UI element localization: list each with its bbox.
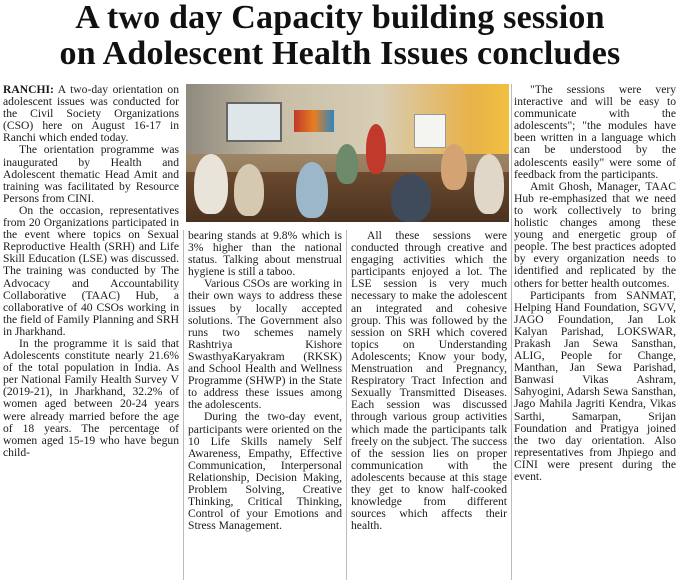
headline-line-2: on Adolescent Health Issues concludes <box>59 35 621 72</box>
paragraph: bearing stands at 9.8% which is 3% higher than the national status. Talking about menstrual hygiene is still a taboo. <box>188 229 342 279</box>
paragraph: In the programme it is said that Adolescents constitute nearly 21.6% of the total population in India. As per National Family Health Survey V (2019-21), in Jharkhand, 32.2% of women aged between 20-24 years were already married before the age of 18 years. The percentage of women aged 15-19 who have begun child- <box>3 336 179 459</box>
headline <box>0 0 680 72</box>
paragraph: Various CSOs are working in their own ways to address these issues by locally accepted solutions. The Government also runs two schemes namely Rashtriya Kishore SwasthyaKaryakram (RKSK) and School Health and Wellness Programme (SHWP) in the State to address these issues among the adolescents. <box>188 277 342 412</box>
column-divider <box>183 230 184 580</box>
paragraph: On the occasion, representatives from 20 Organizations participated in the event where topics on Sexual Reproductive Health (SRH) and Life Skill Education (LSE) was discussed. The training was conducted by The Advocacy and Accountability Collaborative (TAAC) Hub, a collaborative of 40 CSOs working in the field of Family Planning and SRH in Jharkhand. <box>3 203 179 338</box>
column-4 <box>514 84 676 483</box>
projector-screen <box>226 102 282 142</box>
paragraph: Amit Ghosh, Manager, TAAC Hub re-emphasized that we need to work collectively to bring holistic changes among these young and energetic group of people. The best practices adopted by every organization needs to identified and replicated by the others for better health outcomes. <box>514 179 676 290</box>
column-1 <box>3 84 179 459</box>
column-divider <box>346 230 347 580</box>
paragraph: Participants from SANMAT, Helping Hand Foundation, SGVV, JAGO Foundation, Jan Lok Kalyan Parishad, LOKSWAR, Prakash Jan Sewa Sansthan, ALIG, People for Change, Manthan, Jan Sewa Parishad, Banwasi Vikas Ashram, Sahyogini, Adarsh Sewa Sansthan, Jago Mahila Jagriti Kendra, Vikas Sarthi, Samarpan, Srijan Foundation and Pratigya joined the two day orientation. Also representatives from Jhpiego and CINI were present during the event. <box>514 288 676 483</box>
paragraph: The orientation programme was inaugurated by Health and Adolescent thematic Head Amit and training was facilitated by Resource Persons from CINI. <box>3 143 179 205</box>
participant-figure <box>441 144 467 190</box>
column-3 <box>351 230 507 532</box>
paragraph: "The sessions were very interactive and will be easy to communicate with the adolescents"; "the modules have been written in a language which can be understood by the adolescents easily" were some of feedback from the participants. <box>514 83 676 181</box>
photo-banner <box>294 110 334 132</box>
headline-line-1: A two day Capacity building session <box>75 0 605 36</box>
flip-board <box>414 114 446 148</box>
participant-figure <box>234 164 264 216</box>
participant-figure <box>391 174 431 222</box>
paragraph <box>3 84 179 144</box>
participant-figure <box>296 162 328 218</box>
paragraph: During the two-day event, participants were oriented on the 10 Life Skills namely Self Awareness, Empathy, Effective Communication, Interpersonal Relationship, Decision Making, Problem Solving, Creative Thinking, Critical Thinking, Control of your Emotions and Stress Management. <box>188 410 342 533</box>
meeting-photo <box>186 84 509 222</box>
participant-figure <box>194 154 228 214</box>
presenter-figure <box>366 124 386 174</box>
dateline: RANCHI: <box>3 83 54 96</box>
column-2 <box>188 230 342 532</box>
paragraph-text: A two-day orientation on adolescent issues was conducted for the Civil Society Organizations (CSO) here on August 16-17 in Ranchi which ended today. <box>3 83 179 145</box>
participant-figure <box>336 144 358 184</box>
column-divider <box>511 84 512 580</box>
participant-figure <box>474 154 504 214</box>
paragraph: All these sessions were conducted through creative and engaging activities which the participants enjoyed a lot. The LSE session is very much necessary to make the adolescent an integrated and cohesive group. This was followed by the session on SRH which covered topics on Understanding Adolescents; Know your body, Menstruation and Pregnancy, Respiratory Tract Infection and Sexually Transmitted Diseases. Each session was discussed through various group activities which made the participants talk freely on the subject. The success of the session lies on proper communication with the adolescents because at this stage they get to know half-cooked knowledge from different sources which affects their health. <box>351 229 507 533</box>
